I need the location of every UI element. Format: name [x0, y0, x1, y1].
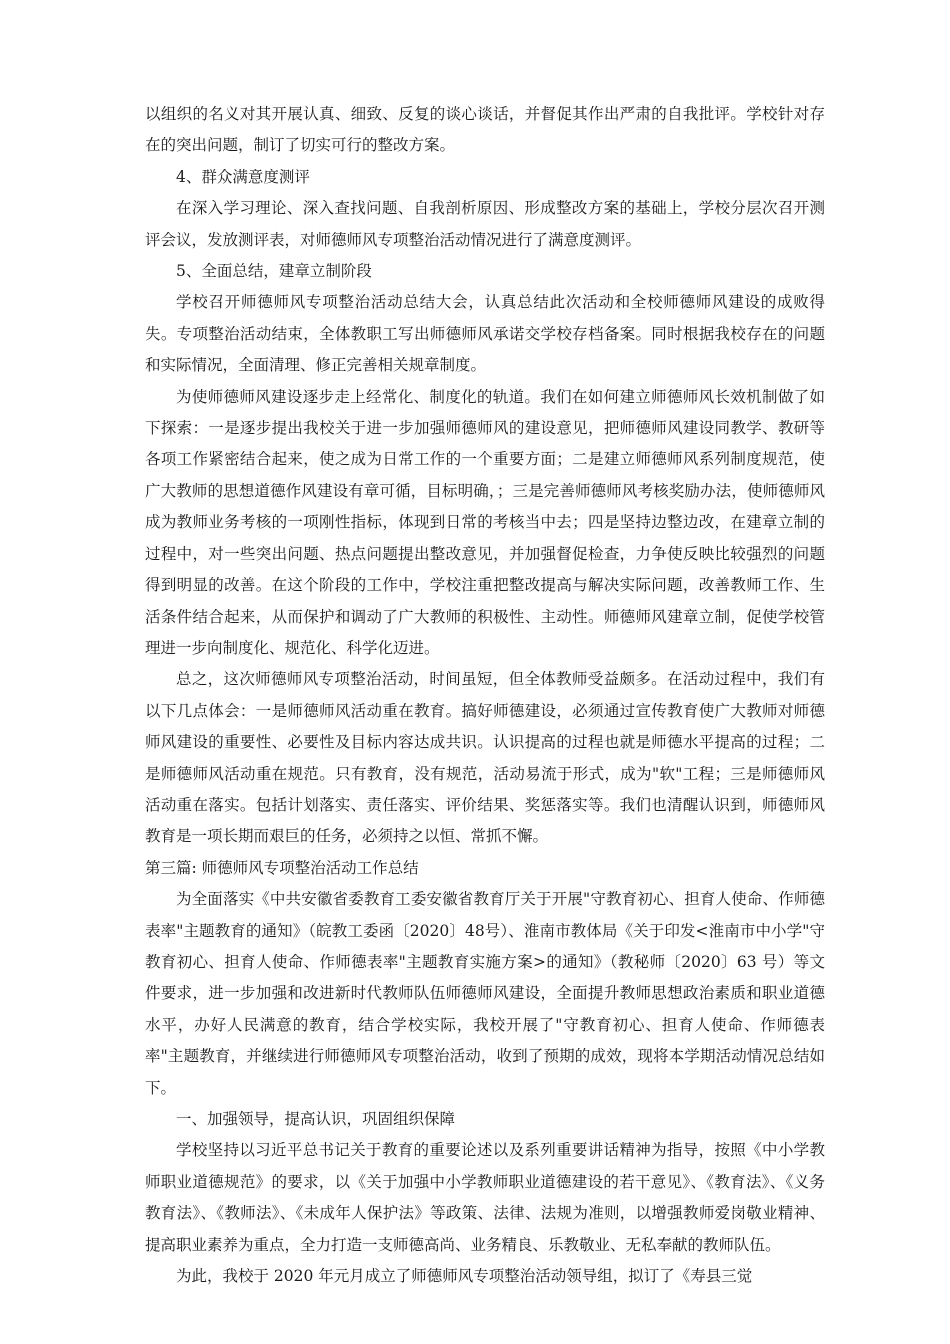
paragraph: 为此，我校于 2020 年元月成立了师德师风专项整治活动领导组，拟订了《寿县三觉 [176, 1267, 753, 1286]
paragraph: 为全面落实《中共安徽省委教育工委安徽省教育厅关于开展"守教育初心、担育人使命、作师德表率"主题教育的通知》（皖教工委函〔2020〕48号）、淮南市教体局《关于印发<淮南市中小学"守教育初心、担育人使命、作师德表率"主题教育实施方案>的通知》（教秘师〔2020〕63 号）等文件要求，进一步加强和改进新时代教师队伍师德师风建设，全面提升教师思想政治素质和职业道德水平，办好人民满意的教育，结合学校实际，我校开展了"守教育初心、担育人使命、作师德表率"主题教育，并继续进行师德师风专项整治活动，收到了预期的成效，现将本学期活动情况总结如下。 [145, 890, 825, 1097]
paragraph: 总之，这次师德师风专项整治活动，时间虽短，但全体教师受益颇多。在活动过程中，我们有以下几点体会：一是师德师风活动重在教育。搞好师德建设，必须通过宣传教育使广大教师对师德师风建设的重要性、必要性及目标内容达成共识。认识提高的过程也就是师德水平提高的过程；二是师德师风活动重在规范。只有教育，没有规范，活动易流于形式，成为"软"工程；三是师德师风活动重在落实。包括计划落实、责任落实、评价结果、奖惩落实等。我们也清醒认识到，师德师风教育是一项长期而艰巨的任务，必须持之以恒、常抓不懈。 [145, 670, 825, 846]
paragraph: 为使师德师风建设逐步走上经常化、制度化的轨道。我们在如何建立师德师风长效机制做了如下探索：一是逐步提出我校关于进一步加强师德师风的建设意见，把师德师风建设同教学、教研等各项工作紧密结合起来，使之成为日常工作的一个重要方面；二是建立师德师风系列制度规范，使广大教师的思想道德作风建设有章可循，目标明确，；三是完善师德师风考核奖励办法，使师德师风成为教师业务考核的一项刚性指标，体现到日常的考核当中去；四是坚持边整边改，在建章立制的过程中，对一些突出问题、热点问题提出整改意见，并加强督促检查，力争使反映比较强烈的问题得到明显的改善。在这个阶段的工作中，学校注重把整改提高与解决实际问题，改善教师工作、生活条件结合起来，从而保护和调动了广大教师的积极性、主动性。师德师风建章立制，促使学校管理进一步向制度化、规范化、科学化迈进。 [145, 387, 825, 657]
paragraph: 以组织的名义对其开展认真、细致、反复的谈心谈话，并督促其作出严肃的自我批评。学校针对存在的突出问题，制订了切实可行的整改方案。 [145, 105, 825, 155]
paragraph: 在深入学习理论、深入查找问题、自我剖析原因、形成整改方案的基础上，学校分层次召开测评会议，发放测评表，对师德师风专项整治活动情况进行了满意度测评。 [145, 199, 825, 249]
chapter-title: 第三篇: 师德师风专项整治活动工作总结 [145, 858, 419, 877]
section-heading: 4、群众满意度测评 [176, 167, 310, 186]
section-heading: 一、加强领导，提高认识，巩固组织保障 [176, 1110, 456, 1128]
document-body [145, 99, 825, 1292]
paragraph: 学校召开师德师风专项整治活动总结大会，认真总结此次活动和全校师德师风建设的成败得失。专项整治活动结束，全体教职工写出师德师风承诺交学校存档备案。同时根据我校存在的问题和实际情况，全面清理、修正完善相关规章制度。 [145, 293, 825, 375]
paragraph: 学校坚持以习近平总书记关于教育的重要论述以及系列重要讲话精神为指导，按照《中小学教师职业道德规范》的要求，以《关于加强中小学教师职业道德建设的若干意见》、《教育法》、《义务教育法》、《教师法》、《未成年人保护法》等政策、法律、法规为准则，以增强教师爱岗敬业精神、提高职业素养为重点，全力打造一支师德高尚、业务精良、乐教敬业、无私奉献的教师队伍。 [145, 1141, 825, 1254]
section-heading: 5、全面总结，建章立制阶段 [176, 262, 372, 281]
